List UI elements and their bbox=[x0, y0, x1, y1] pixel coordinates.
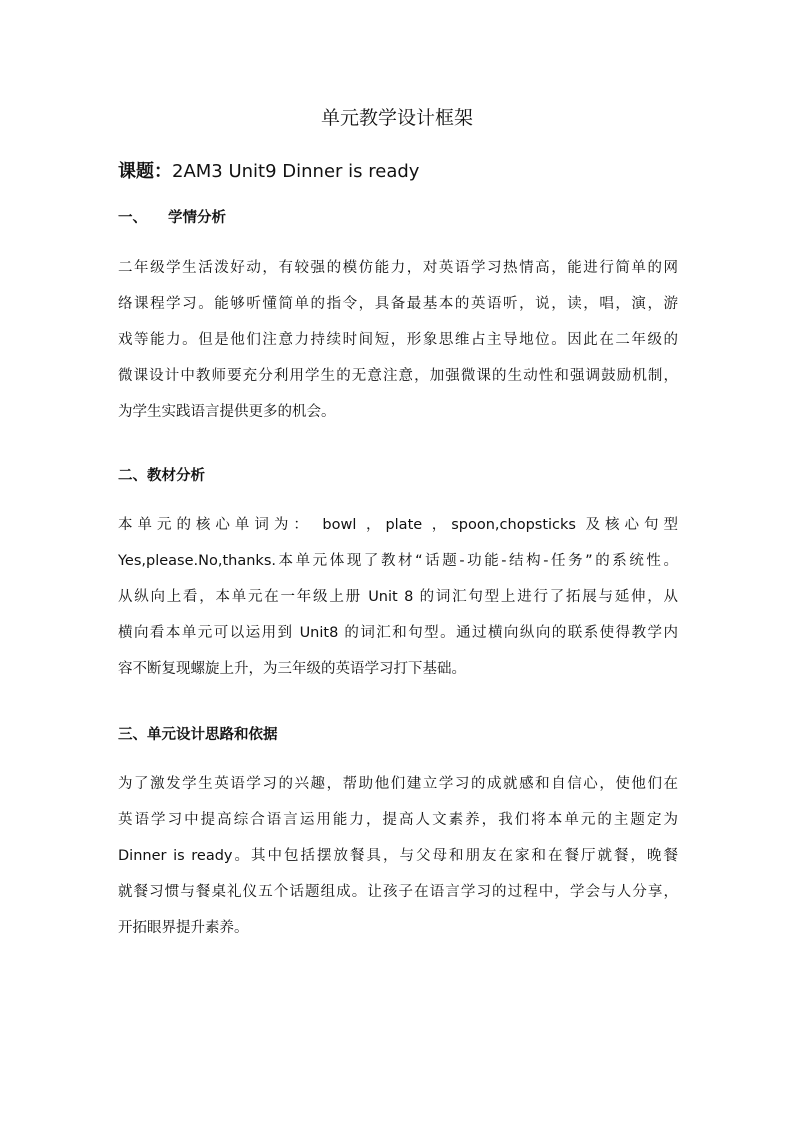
paragraph-line: 就餐习惯与餐桌礼仪五个话题组成。让孩子在语言学习的过程中，学会与人分享， bbox=[118, 884, 678, 900]
paragraph-line: 络课程学习。能够听懂简单的指令，具备最基本的英语听，说，读，唱，演，游 bbox=[118, 296, 678, 312]
topic-label: 课题： bbox=[118, 161, 172, 182]
section-heading-2 bbox=[118, 465, 205, 487]
section-paragraph-1 bbox=[118, 250, 678, 430]
paragraph-line: 从纵向上看，本单元在一年级上册 Unit 8 的词汇句型上进行了拓展与延伸，从 bbox=[118, 589, 678, 605]
section-heading-1 bbox=[118, 207, 226, 229]
topic-value: 2AM3 Unit9 Dinner is ready bbox=[172, 161, 420, 182]
paragraph-line: 横向看本单元可以运用到 Unit8 的词汇和句型。通过横向纵向的联系使得教学内 bbox=[118, 625, 678, 641]
section-paragraph-3 bbox=[118, 766, 678, 946]
section-title-1: 学情分析 bbox=[168, 210, 226, 226]
section-title-2: 教材分析 bbox=[147, 468, 205, 484]
document-title: 单元教学设计框架 bbox=[320, 107, 473, 129]
section-heading-3 bbox=[118, 724, 278, 746]
section-number-2: 二、 bbox=[118, 468, 147, 484]
section-paragraph-2 bbox=[118, 507, 678, 687]
paragraph-line: 容不断复现螺旋上升，为三年级的英语学习打下基础。 bbox=[118, 661, 466, 677]
paragraph-line: 为了激发学生英语学习的兴趣，帮助他们建立学习的成就感和自信心，使他们在 bbox=[118, 776, 678, 792]
paragraph-line: Yes,please.No,thanks.本单元体现了教材“话题-功能-结构-任务”的系统性。 bbox=[118, 553, 678, 569]
paragraph-line: 本单元的核心单词为： bowl ，plate ，spoon,chopsticks 及核心句型 bbox=[118, 517, 678, 533]
paragraph-line: 开拓眼界提升素养。 bbox=[118, 920, 249, 936]
section-title-3: 单元设计思路和依据 bbox=[147, 727, 278, 743]
section-number-1: 一、 bbox=[118, 210, 147, 226]
section-number-3: 三、 bbox=[118, 727, 147, 743]
paragraph-line: 微课设计中教师要充分利用学生的无意注意，加强微课的生动性和强调鼓励机制， bbox=[118, 368, 678, 384]
paragraph-line: 戏等能力。但是他们注意力持续时间短，形象思维占主导地位。因此在二年级的 bbox=[118, 332, 678, 348]
topic-line bbox=[118, 158, 419, 186]
paragraph-line: 二年级学生活泼好动，有较强的模仿能力，对英语学习热情高，能进行简单的网 bbox=[118, 260, 678, 276]
paragraph-line: 为学生实践语言提供更多的机会。 bbox=[118, 404, 336, 420]
paragraph-line: Dinner is ready。其中包括摆放餐具，与父母和朋友在家和在餐厅就餐，晚餐 bbox=[118, 848, 678, 864]
paragraph-line: 英语学习中提高综合语言运用能力，提高人文素养，我们将本单元的主题定为 bbox=[118, 812, 678, 828]
